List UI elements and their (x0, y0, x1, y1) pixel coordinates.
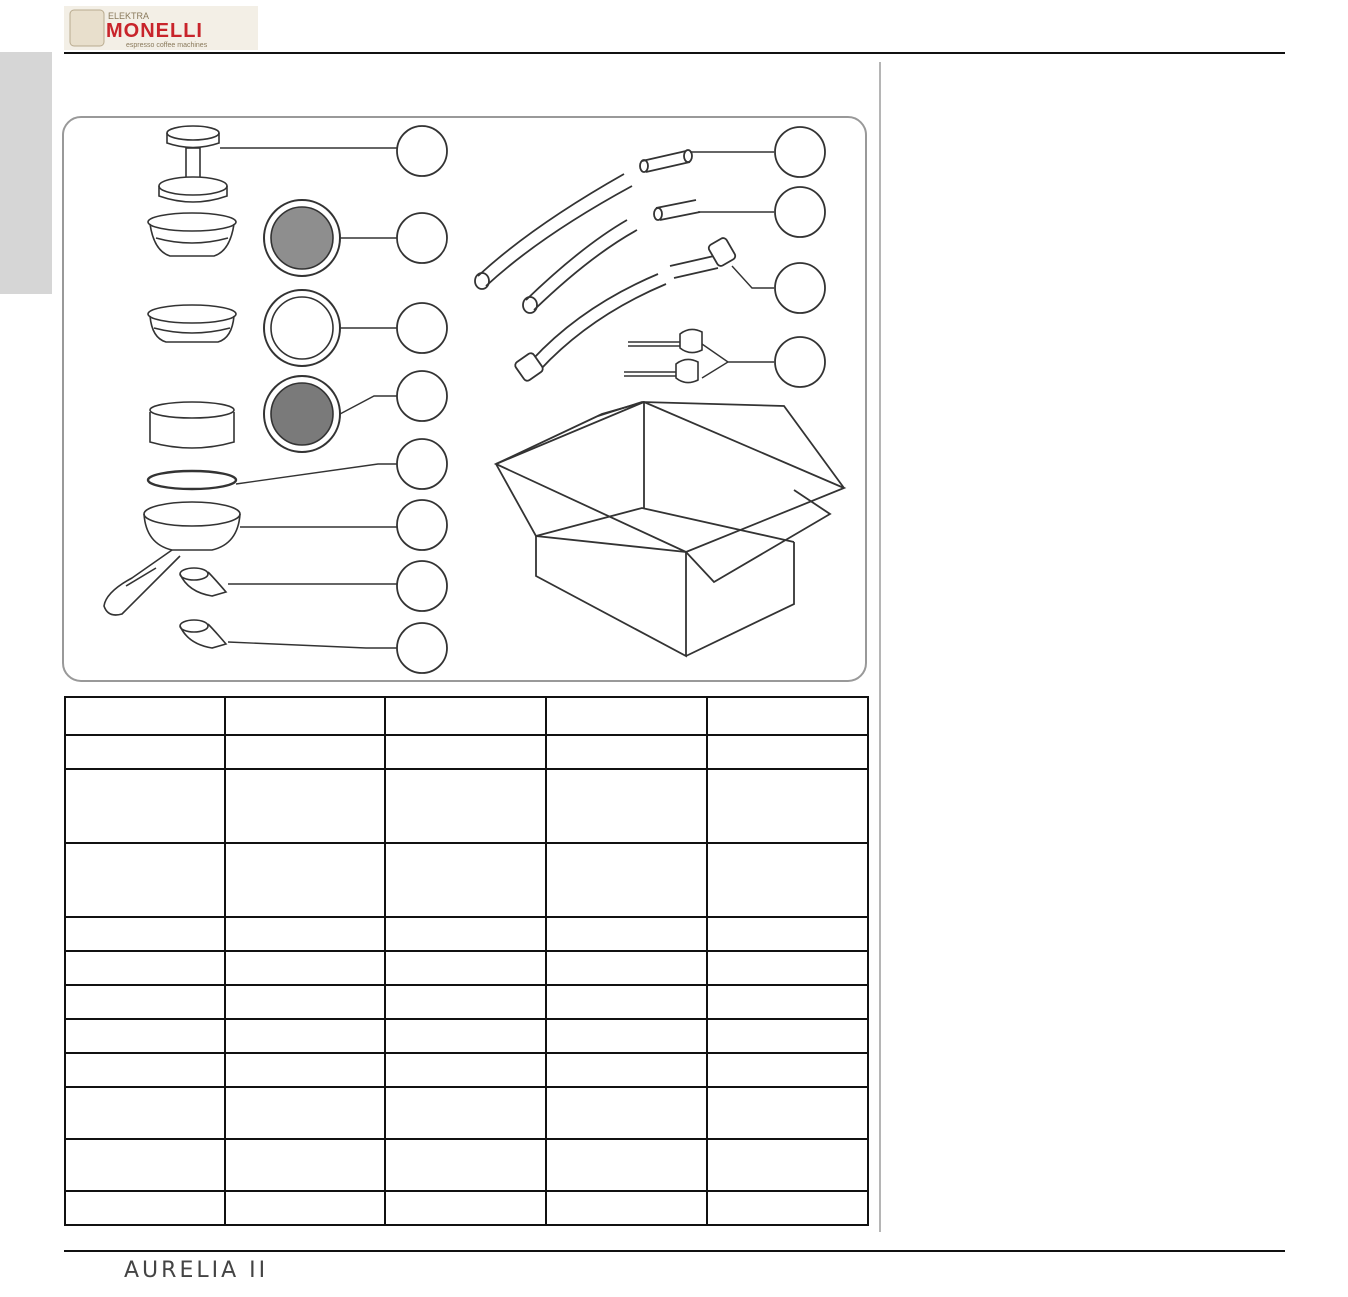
table-cell (385, 985, 546, 1019)
table-cell (65, 1191, 225, 1225)
table-cell (707, 985, 868, 1019)
table-cell (546, 917, 707, 951)
callout-bubble (775, 127, 825, 177)
table-row (65, 1191, 868, 1225)
table-cell (385, 1087, 546, 1139)
table-cell (225, 951, 385, 985)
table-row (65, 917, 868, 951)
table-cell (546, 1053, 707, 1087)
table-row (65, 843, 868, 917)
table-cell (385, 951, 546, 985)
table-row (65, 1053, 868, 1087)
table-cell (707, 951, 868, 985)
table-cell (225, 917, 385, 951)
table-cell (385, 1191, 546, 1225)
brand-logo (64, 6, 258, 50)
section-tab (0, 52, 52, 294)
brand-tagline: espresso coffee machines (126, 42, 208, 49)
double-spout-part (180, 620, 226, 648)
table-cell (546, 697, 707, 735)
table-cell (65, 951, 225, 985)
table-cell (65, 1139, 225, 1191)
callout-bubble (397, 500, 447, 550)
table-cell (65, 917, 225, 951)
table-cell (65, 1053, 225, 1087)
table-cell (225, 697, 385, 735)
brand-name: MONELLI (106, 20, 203, 42)
table-row (65, 735, 868, 769)
portafilter-part (104, 502, 240, 615)
table-cell (385, 735, 546, 769)
table-cell (546, 985, 707, 1019)
product-wordmark (124, 1257, 294, 1288)
table-cell (225, 735, 385, 769)
table-cell (546, 1019, 707, 1053)
column-divider (879, 62, 881, 1232)
table-row (65, 697, 868, 735)
accessories-figure (62, 116, 868, 683)
callout-bubble (775, 187, 825, 237)
table-cell (546, 843, 707, 917)
filter-basket-1-part (148, 213, 236, 256)
table-cell (707, 1191, 868, 1225)
table-cell (65, 697, 225, 735)
header-rule (64, 52, 1285, 54)
callout-bubble (397, 439, 447, 489)
table-cell (225, 769, 385, 843)
table-row (65, 1019, 868, 1053)
table-cell (707, 1087, 868, 1139)
filter-disc-fine-part (264, 376, 340, 452)
table-row (65, 985, 868, 1019)
table-cell (385, 1139, 546, 1191)
table-cell (546, 1087, 707, 1139)
table-cell (707, 1019, 868, 1053)
callout-bubble (397, 623, 447, 673)
table-cell (707, 1139, 868, 1191)
product-wordmark-text: AURELIA II (124, 1258, 269, 1283)
callout-bubble (397, 303, 447, 353)
table-cell (707, 1053, 868, 1087)
callout-bubble (397, 561, 447, 611)
table-cell (385, 697, 546, 735)
table-cell (707, 697, 868, 735)
parts-table (64, 696, 869, 1226)
table-cell (546, 1139, 707, 1191)
callout-bubble (397, 371, 447, 421)
keys-part (624, 329, 702, 382)
filter-basket-2-part (148, 305, 236, 342)
table-cell (225, 1019, 385, 1053)
callout-bubble (775, 263, 825, 313)
footer-rule (64, 1250, 1285, 1252)
hose-fitting-part (514, 237, 737, 383)
filter-disc-blank-part (264, 290, 340, 366)
table-cell (707, 843, 868, 917)
table-cell (65, 1019, 225, 1053)
callout-bubble (775, 337, 825, 387)
filter-basket-blind-part (150, 402, 234, 448)
table-cell (65, 985, 225, 1019)
table-cell (546, 1191, 707, 1225)
table-cell (707, 769, 868, 843)
table-cell (225, 843, 385, 917)
callout-bubble (397, 213, 447, 263)
table-cell (707, 917, 868, 951)
table-cell (65, 769, 225, 843)
table-cell (707, 735, 868, 769)
table-cell (385, 1019, 546, 1053)
table-row (65, 1087, 868, 1139)
callout-bubble (397, 126, 447, 176)
table-cell (225, 1139, 385, 1191)
table-cell (385, 843, 546, 917)
table-cell (385, 1053, 546, 1087)
table-cell (385, 769, 546, 843)
callout-group (397, 126, 825, 673)
table-cell (225, 985, 385, 1019)
table-cell (546, 735, 707, 769)
brand-top-text: ELEKTRA (108, 11, 150, 21)
table-cell (65, 735, 225, 769)
filter-disc-mesh-part (264, 200, 340, 276)
table-cell (546, 769, 707, 843)
basket-spring-part (148, 471, 236, 489)
table-cell (385, 917, 546, 951)
table-cell (546, 951, 707, 985)
table-row (65, 1139, 868, 1191)
table-cell (225, 1087, 385, 1139)
packaging-box-part (496, 402, 844, 656)
table-row (65, 769, 868, 843)
table-cell (225, 1053, 385, 1087)
table-cell (65, 1087, 225, 1139)
single-spout-part (180, 568, 226, 596)
tamper-part (159, 126, 227, 202)
table-cell (65, 843, 225, 917)
table-cell (225, 1191, 385, 1225)
table-row (65, 951, 868, 985)
